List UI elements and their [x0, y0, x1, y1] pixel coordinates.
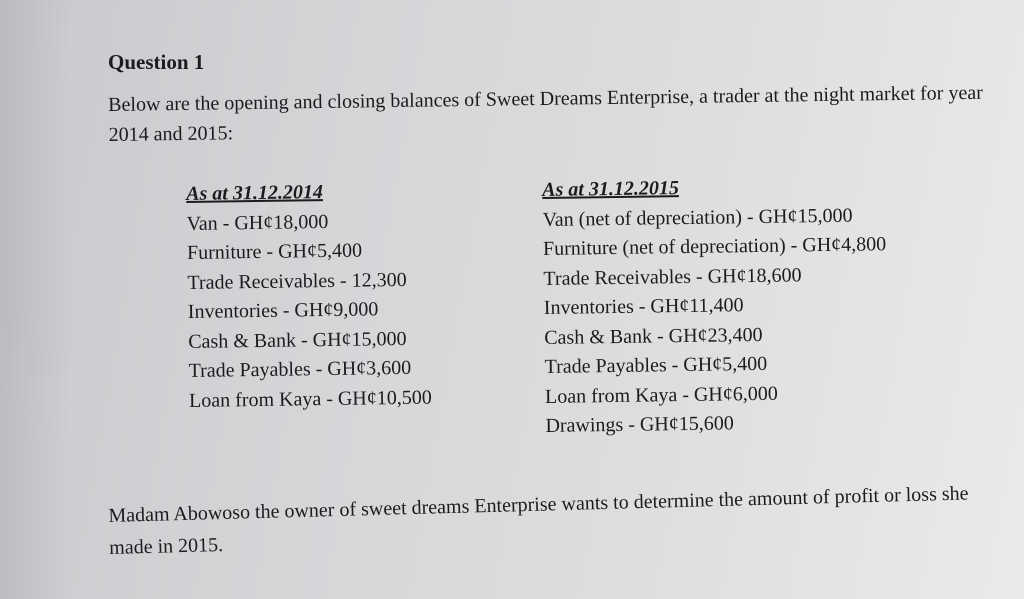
balances-2014-heading: As at 31.12.2014	[186, 181, 324, 205]
balances-2014-column	[186, 177, 432, 416]
balance-item: Cash & Bank - GH¢15,000	[188, 327, 407, 353]
balance-item: Furniture - GH¢5,400	[186, 239, 363, 264]
balance-item: Trade Receivables - GH¢18,600	[543, 263, 802, 290]
balance-item: Trade Receivables - 12,300	[187, 268, 407, 294]
question-title: Question 1	[108, 50, 205, 74]
balance-item: Drawings - GH¢15,600	[545, 412, 734, 437]
balance-item: Van - GH¢18,000	[186, 210, 329, 235]
balance-item: Cash & Bank - GH¢23,400	[544, 323, 763, 349]
balance-item: Trade Payables - GH¢3,600	[188, 356, 412, 382]
balance-item: Inventories - GH¢11,400	[543, 294, 744, 319]
balance-item: Loan from Kaya - GH¢6,000	[544, 382, 778, 408]
intro-paragraph: Below are the opening and closing balances of Sweet Dreams Enterprise, a trader at the night market for year 2014 and 2015:	[108, 81, 983, 146]
balance-item: Loan from Kaya - GH¢10,500	[188, 386, 432, 412]
balance-item: Furniture (net of depreciation) - GH¢4,800	[542, 233, 887, 260]
closing-paragraph: Madam Abowoso the owner of sweet dreams Enterprise wants to determine the amount of profit or loss she made in 2015.	[108, 482, 969, 559]
balances-2015-column	[542, 171, 889, 441]
balance-item: Trade Payables - GH¢5,400	[544, 352, 768, 378]
balances-2015-list	[542, 201, 888, 442]
balances-2015-heading: As at 31.12.2015	[542, 177, 680, 201]
balances-2014-list	[186, 206, 432, 416]
page-shadow	[0, 0, 70, 599]
balance-item: Van (net of depreciation) - GH¢15,000	[542, 204, 853, 231]
balance-item: Inventories - GH¢9,000	[187, 298, 379, 323]
